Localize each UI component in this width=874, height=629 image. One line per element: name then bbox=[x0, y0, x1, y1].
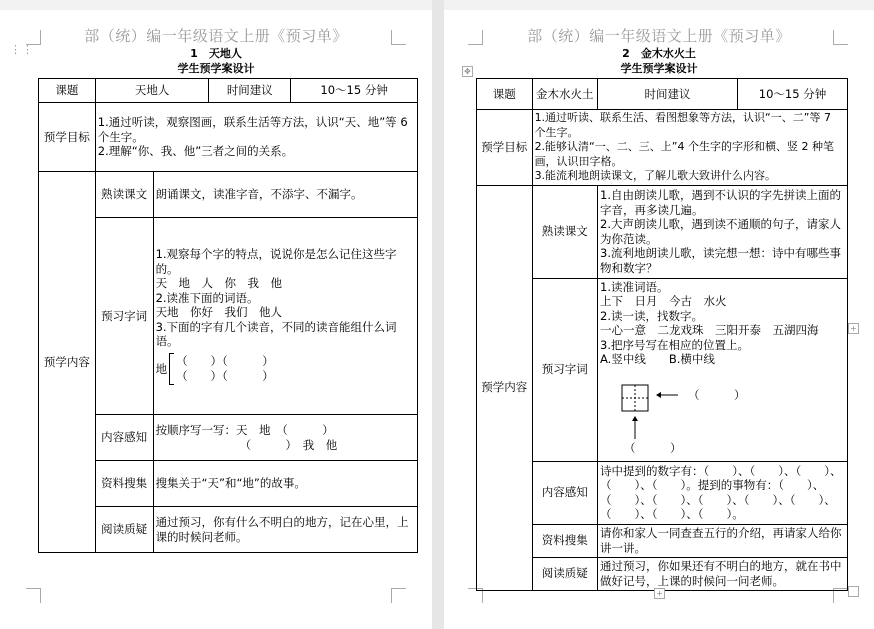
goals-cell[interactable] bbox=[532, 110, 847, 186]
feel-line: （ ）、（ ）。提到的事物有：（ ）、 bbox=[600, 478, 825, 492]
table-resize-icon[interactable] bbox=[848, 586, 859, 597]
polyphone-blank[interactable]: （ ）（ ） bbox=[176, 354, 274, 369]
grid-blank-bottom[interactable]: （ ） bbox=[624, 440, 682, 455]
read-cell[interactable] bbox=[598, 185, 848, 278]
collect-label: 资料搜集 bbox=[532, 524, 597, 557]
words-label: 预习字词 bbox=[95, 218, 153, 415]
grid-blank-right[interactable]: （ ） bbox=[688, 387, 746, 402]
crop-mark bbox=[26, 588, 41, 603]
goals-label: 预学目标 bbox=[477, 110, 533, 186]
polyphone-group bbox=[156, 353, 415, 385]
add-row-icon[interactable]: + bbox=[654, 588, 665, 599]
time-value[interactable]: 10～15 分钟 bbox=[737, 79, 847, 110]
read-label: 熟读课文 bbox=[532, 185, 597, 278]
words-label: 预习字词 bbox=[532, 278, 597, 461]
page-header: 部（统）编一年级语文上册《预习单》 bbox=[84, 27, 348, 45]
goals-label: 预学目标 bbox=[39, 103, 96, 172]
grid-svg bbox=[616, 369, 776, 449]
goal-line: 2.理解“你、我、他”三者之间的关系。 bbox=[97, 144, 294, 159]
words-line: A.竖中线 B.横中线 bbox=[600, 352, 715, 366]
lesson-title: 1 天地人 bbox=[190, 47, 242, 60]
goals-cell[interactable] bbox=[95, 103, 417, 172]
collect-cell[interactable]: 请你和家人一同查查五行的介绍，再请家人给你讲一讲。 bbox=[598, 524, 848, 557]
polyphone-char: 地 bbox=[155, 361, 168, 376]
tian-grid-diagram bbox=[600, 367, 845, 455]
feel-label: 内容感知 bbox=[532, 461, 597, 524]
time-label: 时间建议 bbox=[598, 79, 738, 110]
drag-handle-icon[interactable]: ⋮⋮ bbox=[10, 43, 34, 56]
words-line: 3.下面的字有几个读音，不同的读音能组什么词语。 bbox=[155, 319, 397, 349]
crop-mark bbox=[391, 588, 406, 603]
collect-cell[interactable]: 搜集关于“天”和“地”的故事。 bbox=[153, 461, 417, 507]
words-line: 天地 你好 我们 他人 bbox=[155, 305, 283, 320]
goal-line: 2.能够认清“一、二、三、上”4 个生字的字形和横、竖 2 种笔画，认识田字格。 bbox=[534, 140, 834, 168]
arrow-head bbox=[656, 392, 661, 398]
question-label: 阅读质疑 bbox=[95, 507, 153, 553]
feel-line: 按顺序写一写：天 地 （ ） bbox=[155, 423, 334, 437]
feel-line: （ ） 我 他 bbox=[239, 437, 338, 452]
words-line: 2.读一读，找数字。 bbox=[600, 308, 703, 323]
time-label: 时间建议 bbox=[209, 79, 291, 103]
add-column-icon[interactable]: + bbox=[848, 323, 859, 334]
feel-line: （ ）、（ ）、（ ）。 bbox=[600, 507, 744, 521]
words-cell[interactable] bbox=[598, 278, 848, 461]
feel-line: 诗中提到的数字有：（ ）、（ ）、（ ）、 bbox=[600, 463, 842, 478]
words-line: 1.观察每个字的特点，说说你是怎么记住这些字的。 bbox=[155, 247, 397, 276]
goal-line: 1.通过听读、联系生活、看图想象等方法，认识“一、二”等 7 个生字。 bbox=[534, 111, 831, 139]
lesson-table bbox=[38, 78, 418, 553]
words-line: 上下 日月 今古 水火 bbox=[600, 294, 727, 308]
words-line: 1.读准词语。 bbox=[600, 279, 669, 294]
words-cell[interactable] bbox=[153, 218, 417, 415]
content-label: 预学内容 bbox=[39, 172, 96, 553]
feel-cell[interactable] bbox=[153, 415, 417, 461]
course-value[interactable]: 金木水火土 bbox=[532, 79, 597, 110]
document-page-1[interactable] bbox=[0, 10, 432, 629]
feel-cell[interactable] bbox=[598, 461, 848, 524]
subtitle: 学生预学案设计 bbox=[620, 62, 698, 75]
read-line: 1.自由朗读儿歌，遇到不认识的字先拼读上面的字音，再多读几遍。 bbox=[600, 188, 841, 217]
document-page-2[interactable] bbox=[444, 10, 874, 629]
question-cell[interactable]: 通过预习，你有什么不明白的地方，记在心里，上课的时候问老师。 bbox=[153, 507, 417, 553]
words-line: 3.把序号写在相应的位置上。 bbox=[600, 337, 749, 352]
lesson-table bbox=[476, 78, 848, 591]
question-cell[interactable]: 通过预习，你如果还有不明白的地方，就在书中做好记号，上课的时候问一问老师。 bbox=[598, 557, 848, 590]
words-line: 天 地 人 你 我 他 bbox=[155, 276, 283, 291]
subtitle: 学生预学案设计 bbox=[177, 62, 255, 75]
course-label: 课题 bbox=[477, 79, 533, 110]
polyphone-blank[interactable]: （ ）（ ） bbox=[176, 368, 274, 383]
page-gap bbox=[432, 0, 444, 629]
collect-label: 资料搜集 bbox=[95, 461, 153, 507]
goal-line: 1.通过听读，观察图画，联系生活等方法，认识“天、地”等 6 个生字。 bbox=[97, 115, 408, 144]
course-label: 课题 bbox=[39, 79, 96, 103]
question-label: 阅读质疑 bbox=[532, 557, 597, 590]
words-line: 一心一意 二龙戏珠 三阳开泰 五湖四海 bbox=[600, 323, 819, 337]
course-value[interactable]: 天地人 bbox=[95, 79, 209, 103]
table-move-icon[interactable]: ✥ bbox=[462, 66, 473, 77]
goal-line: 3.能流利地朗读课文，了解儿歌大致讲什么内容。 bbox=[534, 169, 777, 182]
content-label: 预学内容 bbox=[477, 185, 533, 590]
read-label: 熟读课文 bbox=[95, 172, 153, 218]
words-line: 2.读准下面的词语。 bbox=[155, 290, 259, 305]
time-value[interactable]: 10～15 分钟 bbox=[291, 79, 418, 103]
arrow-head bbox=[632, 416, 638, 421]
page-header: 部（统）编一年级语文上册《预习单》 bbox=[527, 27, 791, 45]
read-line: 2.大声朗读儿歌，遇到读不通顺的句子，请家人为你范读。 bbox=[600, 217, 841, 246]
read-cell[interactable]: 朗诵课文，读准字音，不添字、不漏字。 bbox=[153, 172, 417, 218]
lesson-title: 2 金木水火土 bbox=[622, 47, 696, 60]
feel-line: （ ）、（ ）、（ ）、（ ）、（ ）、 bbox=[600, 492, 836, 507]
brace bbox=[169, 353, 174, 385]
read-line: 3.流利地朗读儿歌，读完想一想：诗中有哪些事物和数字？ bbox=[600, 246, 841, 275]
feel-label: 内容感知 bbox=[95, 415, 153, 461]
